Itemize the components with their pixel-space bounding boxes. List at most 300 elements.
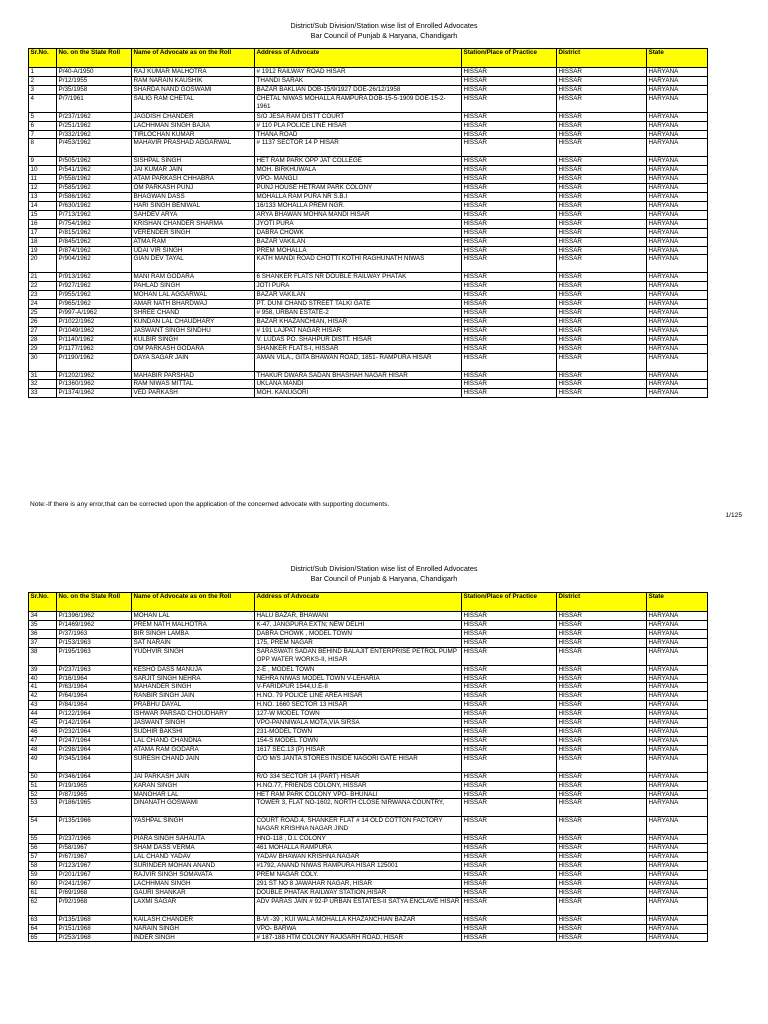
cell-district: HISSAR: [557, 291, 647, 300]
cell-state: HARYANA: [647, 745, 708, 754]
cell-advocate-address: PREM MOHALLA: [255, 246, 462, 255]
cell-advocate-name: SALIG RAM CHETAL: [132, 94, 255, 112]
cell-state-roll-no: P/630/1962: [57, 201, 132, 210]
cell-state: HARYANA: [647, 219, 708, 228]
cell-advocate-name: SARJIT SINGH NEHRA: [132, 674, 255, 683]
advocates-table: [28, 592, 708, 942]
cell-state: HARYANA: [647, 371, 708, 380]
cell-state-roll-no: P/232/1964: [57, 727, 132, 736]
cell-advocate-name: TIRLOCHAN KUMAR: [132, 130, 255, 139]
cell-advocate-address: ADV PARAS JAIN # 92-P URBAN ESTATES-II SATYA ENCLAVE HISAR: [255, 897, 462, 915]
cell-state: HARYANA: [647, 629, 708, 638]
cell-sr-no: 5: [29, 112, 57, 121]
cell-advocate-address: PT. DUNI CHAND STREET TALKI GATE: [255, 300, 462, 309]
cell-state: HARYANA: [647, 736, 708, 745]
cell-district: HISSAR: [557, 255, 647, 273]
cell-district: HISSAR: [557, 781, 647, 790]
cell-advocate-name: SHARDA NAND GOSWAMI: [132, 85, 255, 94]
cell-sr-no: 49: [29, 754, 57, 772]
table-row: [29, 94, 708, 112]
table-row: [29, 166, 708, 175]
cell-advocate-address: # 110 PLA POLICE LINE HISAR: [255, 121, 462, 130]
cell-station: HISSAR: [462, 210, 557, 219]
cell-advocate-address: 6 SHANKER FLATS NR DOUBLE RAILWAY PHATAK: [255, 273, 462, 282]
table-row: [29, 754, 708, 772]
cell-advocate-address: 154-S MODEL TOWN: [255, 736, 462, 745]
cell-advocate-address: JOTI PURA: [255, 282, 462, 291]
table-row: [29, 799, 708, 817]
cell-advocate-address: 127-W MODEL TOWN: [255, 710, 462, 719]
cell-advocate-name: ATMA RAM: [132, 237, 255, 246]
cell-state: HARYANA: [647, 255, 708, 273]
cell-advocate-name: OM PARKASH PUNJ: [132, 184, 255, 193]
cell-sr-no: 9: [29, 157, 57, 166]
cell-sr-no: 58: [29, 862, 57, 871]
cell-station: HISSAR: [462, 612, 557, 621]
table-row: [29, 897, 708, 915]
cell-district: HISSAR: [557, 674, 647, 683]
cell-state: HARYANA: [647, 326, 708, 335]
cell-advocate-name: SHAM DASS VERMA: [132, 844, 255, 853]
cell-state: HARYANA: [647, 157, 708, 166]
cell-advocate-address: H.NO. 79 POLICE LINE AREA HISAR: [255, 692, 462, 701]
cell-district: HISSAR: [557, 68, 647, 77]
cell-state-roll-no: P/1202/1962: [57, 371, 132, 380]
cell-state: HARYANA: [647, 68, 708, 77]
cell-state-roll-no: P/186/1965: [57, 799, 132, 817]
cell-station: HISSAR: [462, 719, 557, 728]
cell-state: HARYANA: [647, 317, 708, 326]
cell-state-roll-no: P/135/1966: [57, 817, 132, 835]
table-row: [29, 112, 708, 121]
cell-advocate-address: # 187-188 HTM COLONY RAJGARH ROAD, HISAR: [255, 933, 462, 942]
table-row: [29, 862, 708, 871]
table-row: [29, 335, 708, 344]
cell-sr-no: 32: [29, 380, 57, 389]
cell-state-roll-no: P/201/1967: [57, 871, 132, 880]
page-number: 1/125: [725, 512, 742, 519]
cell-state-roll-no: P/346/1964: [57, 772, 132, 781]
cell-station: HISSAR: [462, 309, 557, 318]
cell-station: HISSAR: [462, 629, 557, 638]
cell-advocate-address: 1617 SEC.13 (P) HISAR: [255, 745, 462, 754]
table-row: [29, 139, 708, 157]
cell-advocate-address: S/O JESA RAM DISTT COURT: [255, 112, 462, 121]
cell-sr-no: 45: [29, 719, 57, 728]
cell-sr-no: 26: [29, 317, 57, 326]
cell-sr-no: 13: [29, 193, 57, 202]
cell-station: HISSAR: [462, 300, 557, 309]
table-row: [29, 879, 708, 888]
cell-advocate-name: HARI SINGH BENIWAL: [132, 201, 255, 210]
cell-advocate-address: THANDI SARAK: [255, 76, 462, 85]
cell-advocate-address: CHETAL NIWAS MOHALLA RAMPURA DOB-15-5-1909 DOE-15-2-1961: [255, 94, 462, 112]
cell-state-roll-no: P/253/1968: [57, 933, 132, 942]
cell-state: HARYANA: [647, 817, 708, 835]
cell-station: HISSAR: [462, 228, 557, 237]
cell-advocate-name: DAYA SAGAR JAIN: [132, 353, 255, 371]
table-row: [29, 85, 708, 94]
cell-state-roll-no: P/37/1963: [57, 629, 132, 638]
cell-advocate-address: C/O M/S JANTA STORES INSIDE NAGORI GATE HISAR: [255, 754, 462, 772]
cell-state-roll-no: P/1190/1962: [57, 353, 132, 371]
cell-district: HISSAR: [557, 389, 647, 398]
cell-advocate-address: # 1137 SECTOR 14 P HISAR: [255, 139, 462, 157]
table-row: [29, 121, 708, 130]
table-row: [29, 273, 708, 282]
cell-advocate-address: MOHALLA RAM PURA NR S.B.I: [255, 193, 462, 202]
cell-state-roll-no: P/713/1962: [57, 210, 132, 219]
table-row: [29, 683, 708, 692]
cell-state: HARYANA: [647, 282, 708, 291]
cell-district: HISSAR: [557, 683, 647, 692]
cell-state: HARYANA: [647, 246, 708, 255]
cell-advocate-address: VPO- BARWA: [255, 924, 462, 933]
cell-station: HISSAR: [462, 799, 557, 817]
cell-sr-no: 27: [29, 326, 57, 335]
cell-state: HARYANA: [647, 620, 708, 629]
cell-state-roll-no: P/585/1962: [57, 184, 132, 193]
cell-sr-no: 8: [29, 139, 57, 157]
cell-sr-no: 48: [29, 745, 57, 754]
cell-advocate-address: COURT ROAD.4, SHANKER FLAT # 14 OLD COTTON FACTORY NAGAR KRISHNA NAGAR JIND: [255, 817, 462, 835]
cell-district: HISSAR: [557, 326, 647, 335]
table-row: [29, 790, 708, 799]
cell-sr-no: 17: [29, 228, 57, 237]
cell-state-roll-no: P/237/1963: [57, 665, 132, 674]
cell-sr-no: 19: [29, 246, 57, 255]
cell-state-roll-no: P/955/1962: [57, 291, 132, 300]
cell-state-roll-no: P/754/1962: [57, 219, 132, 228]
cell-state-roll-no: P/505/1962: [57, 157, 132, 166]
cell-state: HARYANA: [647, 353, 708, 371]
cell-state: HARYANA: [647, 719, 708, 728]
cell-state: HARYANA: [647, 897, 708, 915]
cell-district: HISSAR: [557, 300, 647, 309]
table-row: [29, 629, 708, 638]
cell-advocate-name: MOHAN LAL: [132, 612, 255, 621]
cell-sr-no: 4: [29, 94, 57, 112]
cell-station: HISSAR: [462, 112, 557, 121]
cell-advocate-address: H.NO. 1660 SECTOR 13 HISAR: [255, 701, 462, 710]
cell-state: HARYANA: [647, 335, 708, 344]
table-row: [29, 647, 708, 665]
cell-station: HISSAR: [462, 727, 557, 736]
cell-district: HISSAR: [557, 184, 647, 193]
table-row: [29, 674, 708, 683]
cell-district: HISSAR: [557, 112, 647, 121]
cell-advocate-name: LACHHMAN SINGH: [132, 879, 255, 888]
cell-station: HISSAR: [462, 85, 557, 94]
cell-state: HARYANA: [647, 85, 708, 94]
cell-state: HARYANA: [647, 933, 708, 942]
cell-state-roll-no: P/251/1962: [57, 121, 132, 130]
cell-advocate-address: 231-MODEL TOWN: [255, 727, 462, 736]
cell-state: HARYANA: [647, 701, 708, 710]
cell-station: HISSAR: [462, 166, 557, 175]
cell-state: HARYANA: [647, 790, 708, 799]
cell-district: HISSAR: [557, 701, 647, 710]
cell-state: HARYANA: [647, 121, 708, 130]
table-row: [29, 309, 708, 318]
cell-sr-no: 52: [29, 790, 57, 799]
cell-state: HARYANA: [647, 924, 708, 933]
cell-district: HISSAR: [557, 309, 647, 318]
cell-state: HARYANA: [647, 300, 708, 309]
cell-station: HISSAR: [462, 817, 557, 835]
cell-state: HARYANA: [647, 799, 708, 817]
cell-district: HISSAR: [557, 835, 647, 844]
cell-state: HARYANA: [647, 201, 708, 210]
cell-station: HISSAR: [462, 888, 557, 897]
cell-district: HISSAR: [557, 638, 647, 647]
cell-state: HARYANA: [647, 76, 708, 85]
cell-advocate-name: YUDHVIR SINGH: [132, 647, 255, 665]
cell-station: HISSAR: [462, 897, 557, 915]
cell-station: HISSAR: [462, 754, 557, 772]
cell-district: HISSAR: [557, 727, 647, 736]
cell-advocate-address: UKLANA MANDI: [255, 380, 462, 389]
cell-sr-no: 59: [29, 871, 57, 880]
column-header-station: Station/Place of Practice: [462, 593, 557, 612]
cell-state-roll-no: P/12/1955: [57, 76, 132, 85]
cell-advocate-address: PREM NAGAR COLY.: [255, 871, 462, 880]
cell-state: HARYANA: [647, 309, 708, 318]
cell-state: HARYANA: [647, 139, 708, 157]
cell-state: HARYANA: [647, 344, 708, 353]
cell-state: HARYANA: [647, 665, 708, 674]
column-header-advocate-name: Name of Advocate as on the Roll: [132, 49, 255, 68]
cell-state-roll-no: P/1022/1962: [57, 317, 132, 326]
cell-sr-no: 1: [29, 68, 57, 77]
cell-advocate-name: DINANATH GOSWAMI: [132, 799, 255, 817]
cell-state-roll-no: P/541/1962: [57, 166, 132, 175]
cell-sr-no: 34: [29, 612, 57, 621]
cell-state: HARYANA: [647, 844, 708, 853]
cell-district: HISSAR: [557, 353, 647, 371]
cell-advocate-name: INDER SINGH: [132, 933, 255, 942]
column-header-state-roll-no: No. on the State Roll: [57, 593, 132, 612]
cell-district: HISSAR: [557, 853, 647, 862]
cell-state-roll-no: P/195/1963: [57, 647, 132, 665]
cell-advocate-name: NARAIN SINGH: [132, 924, 255, 933]
table-row: [29, 835, 708, 844]
cell-district: HISSAR: [557, 879, 647, 888]
cell-station: HISSAR: [462, 790, 557, 799]
cell-state-roll-no: P/92/1968: [57, 897, 132, 915]
cell-station: HISSAR: [462, 380, 557, 389]
cell-advocate-address: #1792, ANAND NIWAS RAMPURA HISAR 125001: [255, 862, 462, 871]
cell-advocate-address: 461 MOHALLA RAMPURA: [255, 844, 462, 853]
cell-sr-no: 14: [29, 201, 57, 210]
cell-district: HISSAR: [557, 139, 647, 157]
cell-state-roll-no: P/87/1965: [57, 790, 132, 799]
cell-state-roll-no: P/927/1962: [57, 282, 132, 291]
cell-district: HISSAR: [557, 888, 647, 897]
cell-advocate-address: V. LUDAS PO. SHAHPUR DISTT. HISAR: [255, 335, 462, 344]
cell-station: HISSAR: [462, 291, 557, 300]
column-header-station: Station/Place of Practice: [462, 49, 557, 68]
cell-sr-no: 61: [29, 888, 57, 897]
cell-district: HISSAR: [557, 745, 647, 754]
table-row: [29, 353, 708, 371]
cell-station: HISSAR: [462, 781, 557, 790]
cell-advocate-address: HET RAM PARK COLONY VPO- BHUNALI: [255, 790, 462, 799]
cell-advocate-name: JAGDISH CHANDER: [132, 112, 255, 121]
cell-advocate-address: 16/133 MOHALLA PREM NGR.: [255, 201, 462, 210]
cell-state: HARYANA: [647, 210, 708, 219]
cell-state-roll-no: P/142/1964: [57, 719, 132, 728]
cell-station: HISSAR: [462, 246, 557, 255]
cell-station: HISSAR: [462, 692, 557, 701]
cell-state-roll-no: P/1049/1962: [57, 326, 132, 335]
cell-station: HISSAR: [462, 389, 557, 398]
table-row: [29, 781, 708, 790]
cell-sr-no: 51: [29, 781, 57, 790]
cell-state: HARYANA: [647, 380, 708, 389]
cell-advocate-name: RAJVIR SINGH SOMAVATA: [132, 871, 255, 880]
cell-district: HISSAR: [557, 924, 647, 933]
cell-state-roll-no: P/237/1962: [57, 112, 132, 121]
cell-state: HARYANA: [647, 879, 708, 888]
cell-station: HISSAR: [462, 201, 557, 210]
cell-state: HARYANA: [647, 193, 708, 202]
cell-sr-no: 41: [29, 683, 57, 692]
table-row: [29, 853, 708, 862]
cell-state-roll-no: P/63/1964: [57, 683, 132, 692]
cell-district: HISSAR: [557, 754, 647, 772]
cell-advocate-address: DABRA CHOWK: [255, 228, 462, 237]
table-row: [29, 255, 708, 273]
cell-station: HISSAR: [462, 219, 557, 228]
cell-sr-no: 63: [29, 915, 57, 924]
table-row: [29, 924, 708, 933]
table-row: [29, 193, 708, 202]
cell-district: HISSAR: [557, 210, 647, 219]
cell-state: HARYANA: [647, 175, 708, 184]
cell-state-roll-no: P/845/1962: [57, 237, 132, 246]
cell-sr-no: 31: [29, 371, 57, 380]
cell-station: HISSAR: [462, 68, 557, 77]
table-row: [29, 300, 708, 309]
cell-station: HISSAR: [462, 184, 557, 193]
cell-sr-no: 11: [29, 175, 57, 184]
table-row: [29, 871, 708, 880]
cell-station: HISSAR: [462, 237, 557, 246]
cell-sr-no: 64: [29, 924, 57, 933]
table-row: [29, 282, 708, 291]
cell-station: HISSAR: [462, 335, 557, 344]
cell-state-roll-no: P/913/1962: [57, 273, 132, 282]
cell-advocate-address: AMAN VILA., GITA BHAWAN ROAD, 1851- RAMPURA HISAR: [255, 353, 462, 371]
cell-district: HISSAR: [557, 844, 647, 853]
cell-state: HARYANA: [647, 291, 708, 300]
cell-district: HISSAR: [557, 612, 647, 621]
cell-advocate-name: KARAN SINGH: [132, 781, 255, 790]
cell-advocate-name: MANOHAR LAL: [132, 790, 255, 799]
cell-advocate-name: JASWANT SINGH: [132, 719, 255, 728]
correction-note: Note:-If there is any error,that can be corrected upon the application of the concerned advocate with supporting documents.: [30, 501, 390, 508]
cell-advocate-address: BAZAR BAKLIAN DOB-15/9/1927 DOE-26/12/1958: [255, 85, 462, 94]
cell-advocate-address: YADAV BHAWAN KRISHNA NAGAR: [255, 853, 462, 862]
cell-advocate-address: NEHRA NIWAS MODEL TOWN V-LEHARIA: [255, 674, 462, 683]
cell-sr-no: 7: [29, 130, 57, 139]
cell-advocate-name: KAILASH CHANDER: [132, 915, 255, 924]
cell-state: HARYANA: [647, 772, 708, 781]
cell-district: HISSAR: [557, 157, 647, 166]
cell-sr-no: 10: [29, 166, 57, 175]
cell-state: HARYANA: [647, 915, 708, 924]
cell-advocate-address: V-FARIDPUR 1544,U.E-II: [255, 683, 462, 692]
table-row: [29, 727, 708, 736]
cell-sr-no: 29: [29, 344, 57, 353]
column-header-advocate-address: Address of Advocate: [255, 593, 462, 612]
cell-station: HISSAR: [462, 862, 557, 871]
cell-advocate-name: ATAMA RAM GODARA: [132, 745, 255, 754]
cell-advocate-name: PRABHU DAYAL: [132, 701, 255, 710]
cell-sr-no: 20: [29, 255, 57, 273]
cell-district: HISSAR: [557, 121, 647, 130]
cell-advocate-name: RAJ KUMAR MALHOTRA: [132, 68, 255, 77]
table-row: [29, 326, 708, 335]
cell-state: HARYANA: [647, 112, 708, 121]
cell-state: HARYANA: [647, 853, 708, 862]
cell-state-roll-no: P/67/1967: [57, 853, 132, 862]
cell-state-roll-no: P/558/1962: [57, 175, 132, 184]
cell-state: HARYANA: [647, 871, 708, 880]
cell-state-roll-no: P/7/1961: [57, 94, 132, 112]
cell-advocate-name: YASHPAL SINGH: [132, 817, 255, 835]
cell-state-roll-no: P/35/1958: [57, 85, 132, 94]
cell-sr-no: 37: [29, 638, 57, 647]
cell-state: HARYANA: [647, 647, 708, 665]
cell-district: HISSAR: [557, 736, 647, 745]
table-row: [29, 817, 708, 835]
cell-station: HISSAR: [462, 674, 557, 683]
cell-state-roll-no: P/298/1964: [57, 745, 132, 754]
cell-sr-no: 54: [29, 817, 57, 835]
cell-district: HISSAR: [557, 166, 647, 175]
cell-advocate-name: SURESH CHAND JAIN: [132, 754, 255, 772]
cell-district: HISSAR: [557, 282, 647, 291]
table-row: [29, 76, 708, 85]
cell-advocate-name: MAHAVIR PRASHAD AGGARWAL: [132, 139, 255, 157]
cell-district: HISSAR: [557, 76, 647, 85]
cell-advocate-name: MAHANDER SINGH: [132, 683, 255, 692]
cell-advocate-name: RAM NIWAS MITTAL: [132, 380, 255, 389]
cell-station: HISSAR: [462, 121, 557, 130]
cell-state-roll-no: P/997-A/1962: [57, 309, 132, 318]
cell-sr-no: 3: [29, 85, 57, 94]
cell-sr-no: 25: [29, 309, 57, 318]
cell-state: HARYANA: [647, 674, 708, 683]
cell-advocate-address: HALU BAZAR, BHAWANI: [255, 612, 462, 621]
cell-district: HISSAR: [557, 380, 647, 389]
document-title: District/Sub Division/Station wise list of Enrolled Advocates: [290, 21, 478, 30]
cell-advocate-name: KUNDAN LAL CHAUDHARY: [132, 317, 255, 326]
cell-district: HISSAR: [557, 897, 647, 915]
cell-sr-no: 24: [29, 300, 57, 309]
cell-station: HISSAR: [462, 915, 557, 924]
table-row: [29, 157, 708, 166]
cell-advocate-address: BAZAR KHAZANCHIAN, HISAR: [255, 317, 462, 326]
cell-sr-no: 57: [29, 853, 57, 862]
cell-state-roll-no: P/874/1962: [57, 246, 132, 255]
document-title: District/Sub Division/Station wise list of Enrolled Advocates: [290, 564, 478, 573]
cell-district: HISSAR: [557, 219, 647, 228]
cell-station: HISSAR: [462, 638, 557, 647]
cell-district: HISSAR: [557, 719, 647, 728]
